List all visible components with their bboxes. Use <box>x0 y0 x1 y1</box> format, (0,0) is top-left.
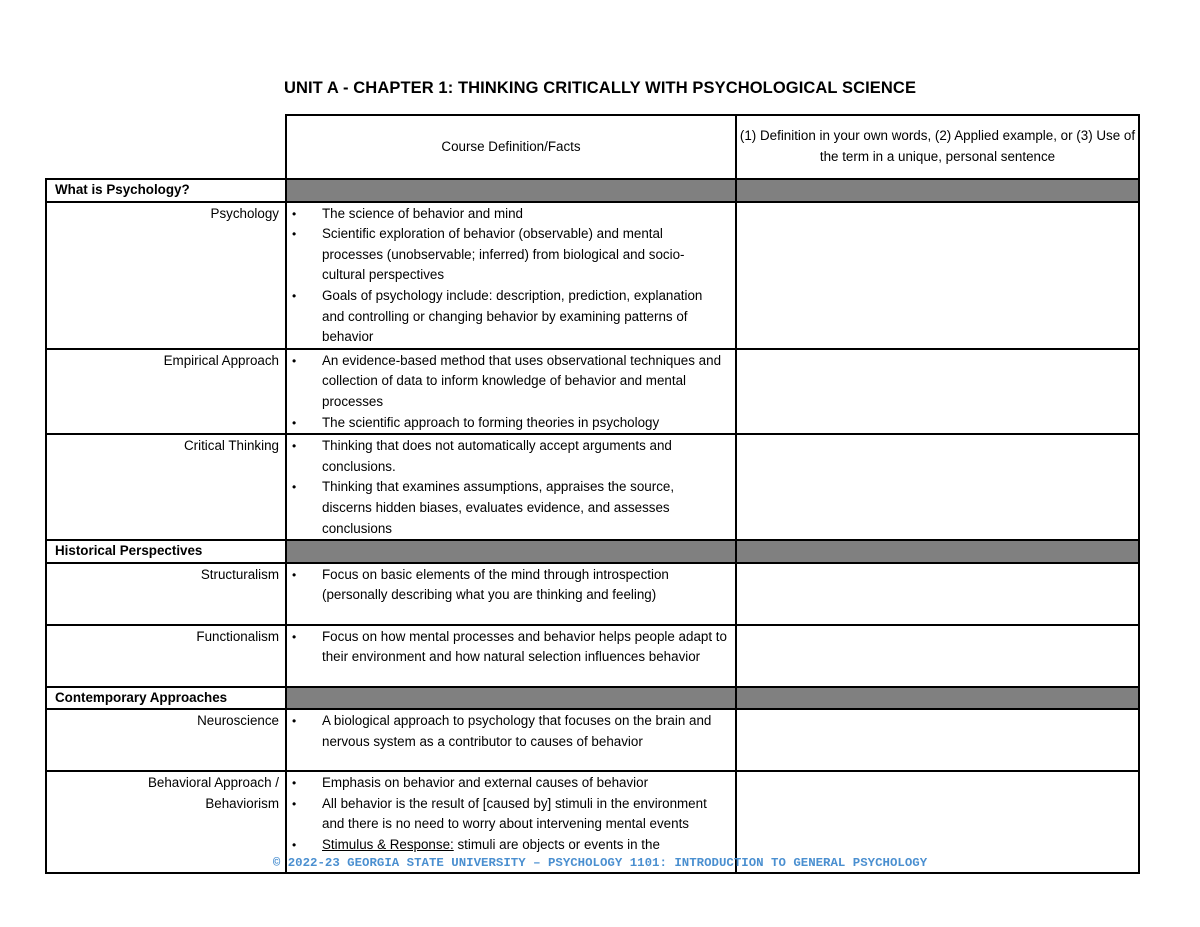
section-shade <box>286 687 736 710</box>
fact-item: • The science of behavior and mind <box>287 204 735 225</box>
header-empty-cell <box>46 115 286 179</box>
fact-item: • An evidence-based method that uses observational techniques and collection of data to inform knowledge of behavior and mental processes <box>292 352 722 409</box>
fact-item: • Focus on how mental processes and behavior helps people adapt to their environment and how natural selection influences behavior <box>292 628 727 665</box>
fact-item: • A biological approach to psychology that focuses on the brain and nervous system as a contributor to causes of behavior <box>292 713 712 749</box>
term-label: Critical Thinking <box>46 434 286 540</box>
section-shade <box>736 687 1139 710</box>
term-row-structuralism <box>46 563 1139 625</box>
bullet-icon: • <box>292 838 297 853</box>
term-row-neuroscience <box>46 709 1139 771</box>
bullet-icon: • <box>292 480 297 495</box>
definition-cell <box>286 563 736 625</box>
fact-item: • Scientific exploration of behavior (observable) and mental processes (unobservable; inferred) from biological and socio-cultural perspectives <box>292 226 685 283</box>
fact-item: • Focus on basic elements of the mind through introspection (personally describing what you are thinking and feeling) <box>292 566 669 603</box>
fact-item: • Goals of psychology include: description, prediction, explanation and controlling or changing behavior by examining patterns of behavior <box>292 287 703 345</box>
fact-item: • Emphasis on behavior and external causes of behavior <box>287 773 735 794</box>
stimulus-response-label: Stimulus & Response: <box>322 837 454 853</box>
fact-item: • Thinking that does not automatically accept arguments and conclusions. <box>292 438 672 474</box>
term-row-functionalism <box>46 625 1139 687</box>
header-own-words: (1) Definition in your own words, (2) Applied example, or (3) Use of the term in a unique, personal sentence <box>736 115 1139 179</box>
term-row-empirical-approach <box>46 349 1139 434</box>
term-label: Empirical Approach <box>46 349 286 434</box>
answer-cell[interactable] <box>736 434 1139 540</box>
term-row-psychology <box>46 202 1139 349</box>
copyright-footer: © 2022-23 GEORGIA STATE UNIVERSITY – PSYCHOLOGY 1101: INTRODUCTION TO GENERAL PSYCHOLOGY <box>272 856 928 870</box>
fact-item: • All behavior is the result of [caused by] stimuli in the environment and there is no need to worry about intervening mental events <box>292 795 707 832</box>
term-label: Psychology <box>46 202 286 349</box>
fact-item: • The scientific approach to forming theories in psychology <box>287 413 735 434</box>
definition-cell <box>286 202 736 349</box>
section-row-historical-perspectives <box>46 540 1139 563</box>
term-label: Neuroscience <box>46 709 286 771</box>
table-header-row <box>46 115 1139 179</box>
document-title: UNIT A - CHAPTER 1: THINKING CRITICALLY WITH PSYCHOLOGICAL SCIENCE <box>283 79 917 97</box>
bullet-icon: • <box>292 439 297 454</box>
section-label: Historical Perspectives <box>46 540 286 563</box>
bullet-icon: • <box>292 415 297 430</box>
term-label: Functionalism <box>46 625 286 687</box>
section-row-what-is-psychology <box>46 179 1139 202</box>
bullet-icon: • <box>292 629 297 644</box>
answer-cell[interactable] <box>736 349 1139 434</box>
term-label: Behavioral Approach / Behaviorism <box>46 771 286 873</box>
definition-cell <box>286 349 736 434</box>
section-label: What is Psychology? <box>46 179 286 202</box>
section-shade <box>736 179 1139 202</box>
bullet-icon: • <box>292 227 297 242</box>
answer-cell[interactable] <box>736 709 1139 771</box>
bullet-icon: • <box>292 353 297 368</box>
section-shade <box>286 540 736 563</box>
bullet-icon: • <box>292 288 297 303</box>
vocabulary-table <box>45 114 1140 874</box>
definition-cell <box>286 434 736 540</box>
section-row-contemporary-approaches <box>46 687 1139 710</box>
section-shade <box>736 540 1139 563</box>
bullet-icon: • <box>292 714 297 729</box>
section-label: Contemporary Approaches <box>46 687 286 710</box>
fact-item: • Thinking that examines assumptions, appraises the source, discerns hidden biases, evaluates evidence, and assesses conclusions <box>292 479 675 536</box>
term-row-critical-thinking <box>46 434 1139 540</box>
bullet-icon: • <box>292 567 297 582</box>
term-label: Structuralism <box>46 563 286 625</box>
answer-cell[interactable] <box>736 202 1139 349</box>
definition-cell <box>286 625 736 687</box>
section-shade <box>286 179 736 202</box>
bullet-icon: • <box>292 796 297 811</box>
definition-cell <box>286 709 736 771</box>
answer-cell[interactable] <box>736 563 1139 625</box>
header-course-definition: Course Definition/Facts <box>286 115 736 179</box>
fact-item: • Stimulus & Response: stimuli are objects or events in the <box>287 835 735 856</box>
answer-cell[interactable] <box>736 625 1139 687</box>
bullet-icon: • <box>292 776 297 791</box>
bullet-icon: • <box>292 206 297 221</box>
